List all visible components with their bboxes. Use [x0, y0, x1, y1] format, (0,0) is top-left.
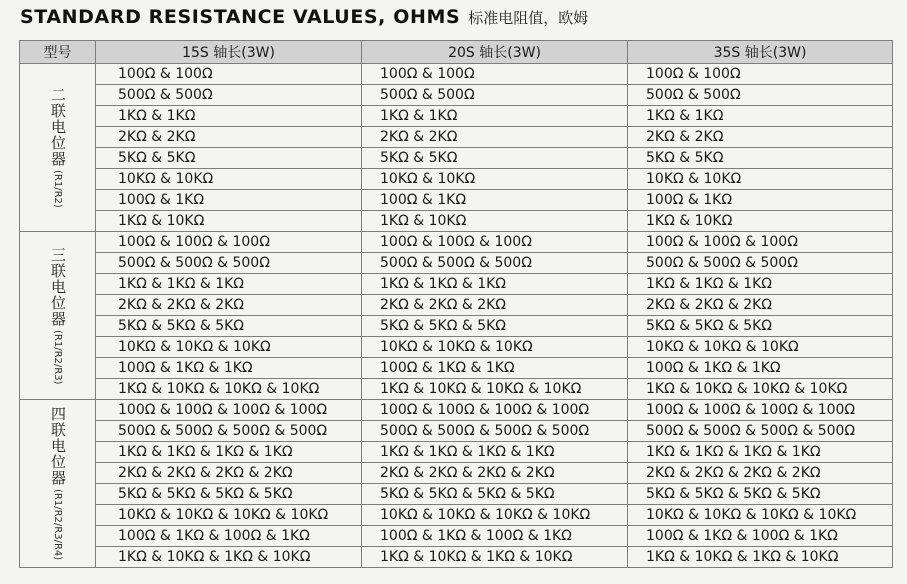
group-code: (R1/R2) [52, 170, 63, 208]
value-cell: 5KΩ & 5KΩ [96, 148, 362, 169]
value-cell: 5KΩ & 5KΩ & 5KΩ & 5KΩ [362, 484, 628, 505]
table-row [20, 148, 893, 169]
group-label [20, 64, 96, 232]
value-cell: 2KΩ & 2KΩ & 2KΩ [96, 295, 362, 316]
value-cell: 100Ω & 100Ω & 100Ω [96, 232, 362, 253]
value-cell: 2KΩ & 2KΩ & 2KΩ [628, 295, 893, 316]
table-row [20, 526, 893, 547]
table-row [20, 337, 893, 358]
header-15s: 15S 轴长(3W) [96, 41, 362, 64]
value-cell: 100Ω & 100Ω [628, 64, 893, 85]
table-body [20, 64, 893, 568]
value-cell: 100Ω & 1KΩ & 100Ω & 1KΩ [362, 526, 628, 547]
value-cell: 100Ω & 1KΩ & 1KΩ [628, 358, 893, 379]
value-cell: 500Ω & 500Ω & 500Ω & 500Ω [628, 421, 893, 442]
value-cell: 500Ω & 500Ω [96, 85, 362, 106]
value-cell: 5KΩ & 5KΩ & 5KΩ [362, 316, 628, 337]
table-row [20, 274, 893, 295]
value-cell: 1KΩ & 10KΩ [96, 211, 362, 232]
group-code: (R1/R2/R3) [52, 329, 63, 385]
table-row [20, 169, 893, 190]
value-cell: 100Ω & 100Ω & 100Ω & 100Ω [96, 400, 362, 421]
value-cell: 1KΩ & 1KΩ & 1KΩ [362, 274, 628, 295]
title-english: STANDARD RESISTANCE VALUES, OHMS [20, 6, 461, 28]
table-row [20, 253, 893, 274]
value-cell: 1KΩ & 10KΩ & 1KΩ & 10KΩ [362, 547, 628, 568]
value-cell: 5KΩ & 5KΩ [362, 148, 628, 169]
value-cell: 2KΩ & 2KΩ & 2KΩ [362, 295, 628, 316]
table-row [20, 547, 893, 568]
value-cell: 100Ω & 1KΩ [362, 190, 628, 211]
group-name: 三联电位器 [49, 246, 67, 327]
group-name: 四联电位器 [49, 406, 67, 487]
table-row [20, 190, 893, 211]
value-cell: 1KΩ & 10KΩ & 10KΩ & 10KΩ [362, 379, 628, 400]
header-row [20, 41, 893, 64]
value-cell: 1KΩ & 1KΩ & 1KΩ [96, 274, 362, 295]
value-cell: 2KΩ & 2KΩ [362, 127, 628, 148]
header-35s: 35S 轴长(3W) [628, 41, 893, 64]
group-label [20, 400, 96, 568]
value-cell: 10KΩ & 10KΩ & 10KΩ [96, 337, 362, 358]
table-row [20, 484, 893, 505]
table-row [20, 106, 893, 127]
value-cell: 100Ω & 1KΩ & 100Ω & 1KΩ [628, 526, 893, 547]
value-cell: 2KΩ & 2KΩ [96, 127, 362, 148]
value-cell: 10KΩ & 10KΩ [96, 169, 362, 190]
table-row [20, 85, 893, 106]
header-model: 型号 [20, 41, 96, 64]
value-cell: 100Ω & 1KΩ & 100Ω & 1KΩ [96, 526, 362, 547]
value-cell: 100Ω & 100Ω & 100Ω & 100Ω [362, 400, 628, 421]
table-row [20, 316, 893, 337]
group-name: 二联电位器 [49, 87, 67, 168]
value-cell: 1KΩ & 1KΩ [362, 106, 628, 127]
value-cell: 1KΩ & 1KΩ & 1KΩ [628, 274, 893, 295]
value-cell: 1KΩ & 10KΩ [362, 211, 628, 232]
value-cell: 1KΩ & 1KΩ [628, 106, 893, 127]
page-title [20, 6, 588, 32]
value-cell: 10KΩ & 10KΩ & 10KΩ & 10KΩ [96, 505, 362, 526]
table-row [20, 505, 893, 526]
table-row [20, 400, 893, 421]
value-cell: 2KΩ & 2KΩ & 2KΩ & 2KΩ [96, 463, 362, 484]
value-cell: 1KΩ & 10KΩ & 1KΩ & 10KΩ [628, 547, 893, 568]
value-cell: 500Ω & 500Ω & 500Ω & 500Ω [96, 421, 362, 442]
value-cell: 100Ω & 100Ω & 100Ω & 100Ω [628, 400, 893, 421]
value-cell: 1KΩ & 10KΩ & 10KΩ & 10KΩ [96, 379, 362, 400]
value-cell: 10KΩ & 10KΩ & 10KΩ & 10KΩ [628, 505, 893, 526]
table-row [20, 295, 893, 316]
value-cell: 100Ω & 1KΩ & 1KΩ [96, 358, 362, 379]
table-row [20, 127, 893, 148]
value-cell: 1KΩ & 10KΩ [628, 211, 893, 232]
value-cell: 5KΩ & 5KΩ & 5KΩ [96, 316, 362, 337]
value-cell: 100Ω & 100Ω [362, 64, 628, 85]
value-cell: 1KΩ & 1KΩ & 1KΩ & 1KΩ [628, 442, 893, 463]
value-cell: 10KΩ & 10KΩ & 10KΩ & 10KΩ [362, 505, 628, 526]
value-cell: 100Ω & 1KΩ [628, 190, 893, 211]
group-label [20, 232, 96, 400]
value-cell: 100Ω & 1KΩ & 1KΩ [362, 358, 628, 379]
table-row [20, 211, 893, 232]
value-cell: 5KΩ & 5KΩ & 5KΩ & 5KΩ [628, 484, 893, 505]
value-cell: 5KΩ & 5KΩ & 5KΩ & 5KΩ [96, 484, 362, 505]
value-cell: 2KΩ & 2KΩ & 2KΩ & 2KΩ [628, 463, 893, 484]
value-cell: 100Ω & 1KΩ [96, 190, 362, 211]
header-20s: 20S 轴长(3W) [362, 41, 628, 64]
value-cell: 1KΩ & 1KΩ [96, 106, 362, 127]
table-row [20, 358, 893, 379]
value-cell: 2KΩ & 2KΩ & 2KΩ & 2KΩ [362, 463, 628, 484]
value-cell: 500Ω & 500Ω & 500Ω [628, 253, 893, 274]
value-cell: 1KΩ & 1KΩ & 1KΩ & 1KΩ [96, 442, 362, 463]
value-cell: 500Ω & 500Ω [362, 85, 628, 106]
value-cell: 100Ω & 100Ω [96, 64, 362, 85]
value-cell: 2KΩ & 2KΩ [628, 127, 893, 148]
value-cell: 500Ω & 500Ω & 500Ω & 500Ω [362, 421, 628, 442]
value-cell: 10KΩ & 10KΩ [628, 169, 893, 190]
value-cell: 10KΩ & 10KΩ [362, 169, 628, 190]
value-cell: 500Ω & 500Ω [628, 85, 893, 106]
resistance-table [19, 40, 893, 568]
value-cell: 5KΩ & 5KΩ & 5KΩ [628, 316, 893, 337]
table-row [20, 379, 893, 400]
value-cell: 500Ω & 500Ω & 500Ω [96, 253, 362, 274]
value-cell: 500Ω & 500Ω & 500Ω [362, 253, 628, 274]
value-cell: 10KΩ & 10KΩ & 10KΩ [362, 337, 628, 358]
value-cell: 1KΩ & 10KΩ & 1KΩ & 10KΩ [96, 547, 362, 568]
table-row [20, 64, 893, 85]
value-cell: 100Ω & 100Ω & 100Ω [628, 232, 893, 253]
table-row [20, 232, 893, 253]
table-row [20, 463, 893, 484]
table-row [20, 421, 893, 442]
value-cell: 10KΩ & 10KΩ & 10KΩ [628, 337, 893, 358]
value-cell: 5KΩ & 5KΩ [628, 148, 893, 169]
group-code: (R1/R2/R3/R4) [52, 489, 63, 561]
value-cell: 100Ω & 100Ω & 100Ω [362, 232, 628, 253]
table-row [20, 442, 893, 463]
title-chinese: 标准电阻值，欧姆 [468, 9, 589, 27]
value-cell: 1KΩ & 10KΩ & 10KΩ & 10KΩ [628, 379, 893, 400]
value-cell: 1KΩ & 1KΩ & 1KΩ & 1KΩ [362, 442, 628, 463]
